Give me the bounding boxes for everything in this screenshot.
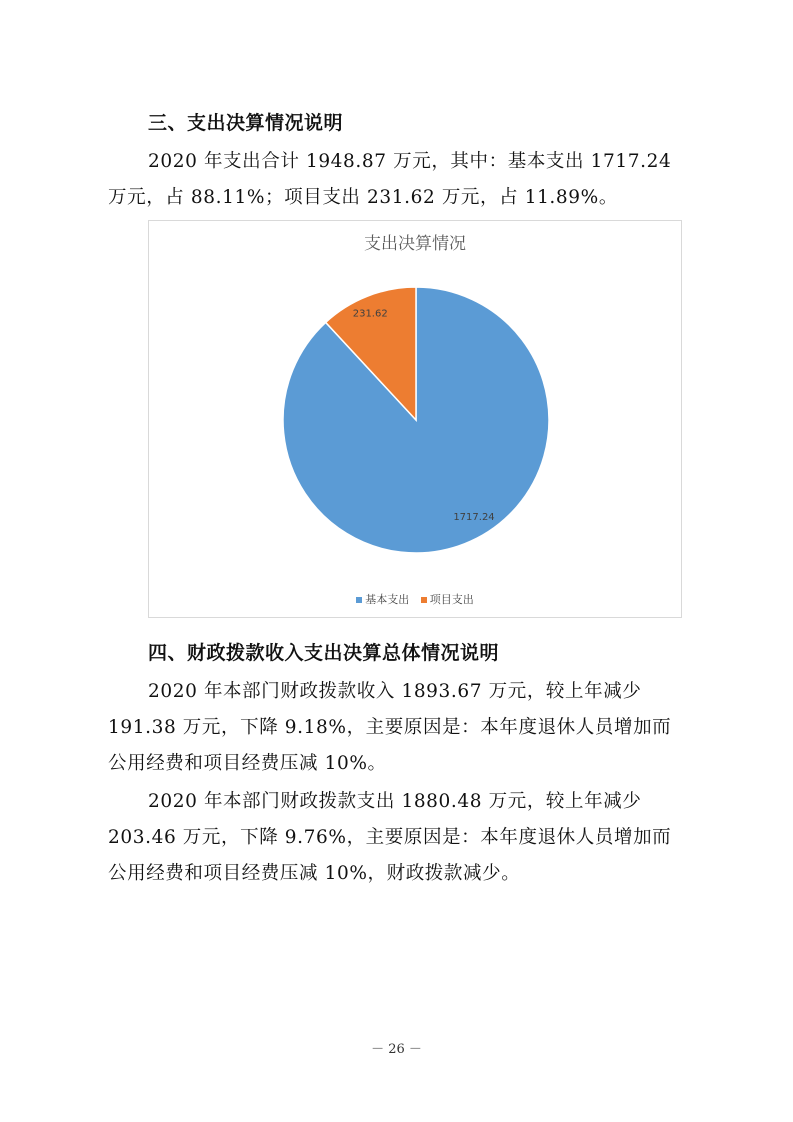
legend-swatch-project	[421, 597, 427, 603]
section-4-p1-line-3: 公用经费和项目经费压减 10%。	[108, 753, 387, 774]
chart-legend	[149, 591, 681, 607]
section-3-heading: 三、支出决算情况说明	[148, 112, 344, 134]
expenditure-pie-chart	[148, 220, 682, 618]
pie-svg	[149, 221, 683, 619]
section-4-p2-line-1: 2020 年本部门财政拨款支出 1880.48 万元，较上年减少	[148, 791, 642, 812]
section-3-paragraph-line-1: 2020 年支出合计 1948.87 万元，其中：基本支出 1717.24	[148, 151, 672, 172]
legend-swatch-basic	[356, 597, 362, 603]
pie-label-project: 231.62	[352, 308, 388, 320]
legend-label-basic: 基本支出	[365, 593, 410, 606]
page-number: － 26 －	[371, 1042, 422, 1057]
legend-label-project: 项目支出	[429, 593, 474, 606]
pie-label-basic: 1717.24	[453, 512, 495, 523]
legend-item-basic	[356, 591, 409, 607]
section-4-heading: 四、财政拨款收入支出决算总体情况说明	[148, 642, 500, 664]
section-4-p2-line-2: 203.46 万元，下降 9.76%，主要原因是：本年度退休人员增加而	[108, 827, 672, 848]
section-4-p1-line-1: 2020 年本部门财政拨款收入 1893.67 万元，较上年减少	[148, 681, 642, 702]
section-3-paragraph-line-2: 万元，占 88.11%；项目支出 231.62 万元，占 11.89%。	[108, 187, 618, 208]
chart-title: 支出决算情况	[364, 234, 466, 254]
section-4-p1-line-2: 191.38 万元，下降 9.18%，主要原因是：本年度退休人员增加而	[108, 717, 672, 738]
legend-item-project	[421, 591, 474, 607]
section-4-p2-line-3: 公用经费和项目经费压减 10%，财政拨款减少。	[108, 863, 521, 884]
